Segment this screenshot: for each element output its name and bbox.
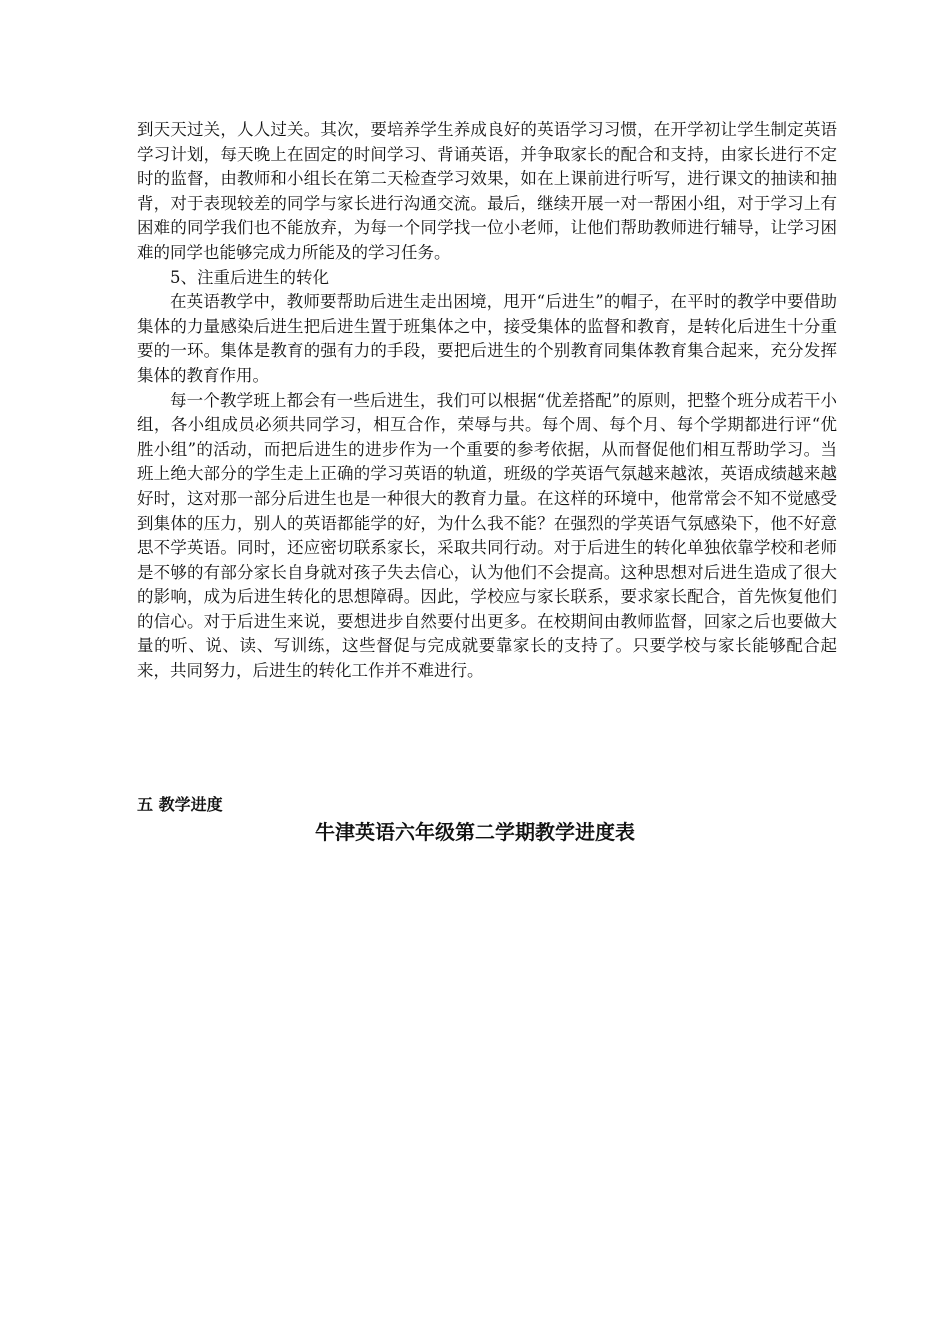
paragraph-collective-education: 在英语教学中，教师要帮助后进生走出困境，甩开“后进生”的帽子，在平时的教学中要借助集体的力量感染后进生把后进生置于班集体之中，接受集体的监督和教育，是转化后进生十分重要的一环。集体是教育的强有力的手段，要把后进生的个别教育同集体教育集合起来，充分发挥集体的教育作用。: [137, 292, 837, 385]
table-title: 牛津英语六年级第二学期教学进度表: [315, 820, 635, 844]
paragraph-group-pairing: 每一个教学班上都会有一些后进生，我们可以根据“优差搭配”的原则，把整个班分成若干小组，各小组成员必须共同学习，相互合作，荣辱与共。每个周、每个月、每个学期都进行评“优胜小组”的活动，而把后进生的进步作为一个重要的参考依据，从而督促他们相互帮助学习。当班上绝大部分的学生走上正确的学习英语的轨道，班级的学英语气氛越来越浓，英语成绩越来越好时，这对那一部分后进生也是一种很大的教育力量。在这样的环境中，他常常会不知不觉感受到集体的压力，别人的英语都能学的好，为什么我不能？在强烈的学英语气氛感染下，他不好意思不学英语。同时，还应密切联系家长，采取共同行动。对于后进生的转化单独依靠学校和老师是不够的有部分家长自身就对孩子失去信心，认为他们不会提高。这种思想对后进生造成了很大的影响，成为后进生转化的思想障碍。因此，学校应与家长联系，要求家长配合，首先恢复他们的信心。对于后进生来说，要想进步自然要付出更多。在校期间由教师监督，回家之后也要做大量的听、说、读、写训练，这些督促与完成就要靠家长的支持了。只要学校与家长能够配合起来，共同努力，后进生的转化工作并不难进行。: [137, 390, 837, 681]
section-heading-teaching-progress: 五 教学进度: [137, 795, 223, 814]
subheading-underachiever-transformation: 5、注重后进生的转化: [170, 267, 329, 287]
paragraph-study-habits: 到天天过关，人人过关。其次，要培养学生养成良好的英语学习习惯，在开学初让学生制定英语学习计划，每天晚上在固定的时间学习、背诵英语，并争取家长的配合和支持，由家长进行不定时的监督，由教师和小组长在第二天检查学习效果，如在上课前进行听写，进行课文的抽读和抽背，对于表现较差的同学与家长进行沟通交流。最后，继续开展一对一帮困小组，对于学习上有困难的同学我们也不能放弃，为每一个同学找一位小老师，让他们帮助教师进行辅导，让学习困难的同学也能够完成力所能及的学习任务。: [137, 120, 837, 262]
document-body: [137, 118, 837, 684]
